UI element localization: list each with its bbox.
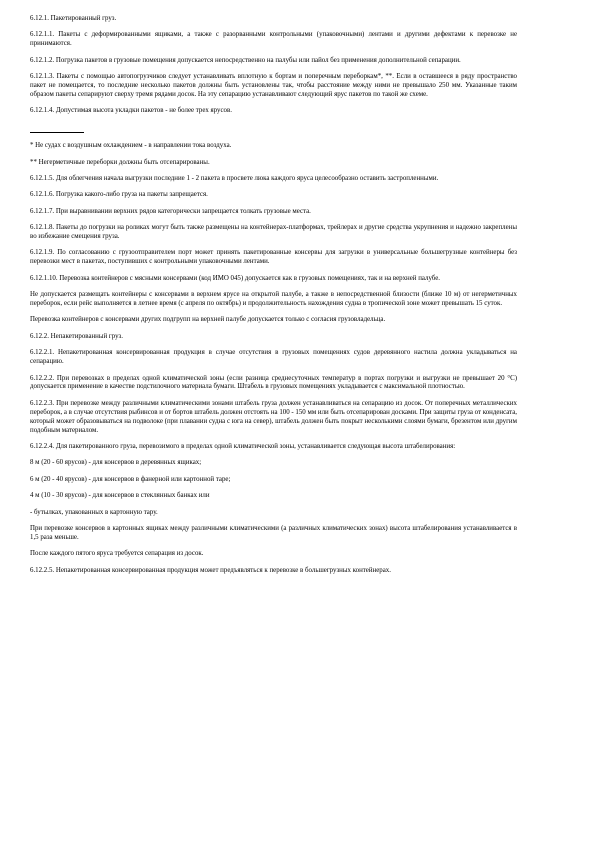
paragraph: 6.12.2.3. При перевозке между различными климатическими зонами штабель груза должен устанавливаться на сепарацию из досок. От поперечных металлических переборок, а в случае отсутствия рыбинсов и от бортов штабель должен отстоять на 100 - 150 мм или быть отсепарирован досками. При защиты груза от конденсата, который может образовываться на подволоке (при плавании судна с юга на север), штабель должен быть покрыт несколькими слоями бумаги, брезентом или другим подобным материалом. <box>30 399 517 434</box>
paragraph: 6.12.1.2. Погрузка пакетов в грузовые помещения допускается непосредственно на палубы или пайол без применения дополнительной сепарации. <box>30 56 461 64</box>
paragraph: После каждого пятого яруса требуется сепарация из досок. <box>30 550 204 558</box>
paragraph: Не допускается размещать контейнеры с консервами в верхнем ярусе на открытой палубе, а также в непосредственной близости (ближе 10 м) от негерметичных переборок, если рейс выполняется в летнее время (с апреля по октябрь) и продолжительность нахождения судна в тропической зоне может превышать 15 суток. <box>30 291 517 308</box>
list-item: - бутылках, упакованных в картонную тару. <box>30 508 158 516</box>
footnote: * Не судах с воздушным охлаждением - в направлении тока воздуха. <box>30 142 232 150</box>
paragraph: 6.12.1.10. Перевозка контейнеров с мясными консервами (код ИМО 045) допускается как в грузовых помещениях, так и на верхней палубе. <box>30 274 441 282</box>
paragraph: 6.12.1.8. Пакеты до погрузки на роликах могут быть также размещены на контейнерах-платформах, трейлерах и другие средства укрупнения и надежно закреплены во избежание смещения груза. <box>30 224 517 241</box>
footnote: ** Негерметичные переборки должны быть отсепарированы. <box>30 158 210 166</box>
paragraph: 6.12.2.1. Непакетированная консервированная продукция в случае отсутствия в грузовых помещениях судов деревянного настила должна укладываться на сепарацию. <box>30 349 517 366</box>
paragraph: 6.12.1.4. Допустимая высота укладки пакетов - не более трех ярусов. <box>30 107 232 115</box>
paragraph: 6.12.2.4. Для пакетированного груза, перевозимого в пределах одной климатической зоны, устанавливается следующая высота штабелирования: <box>30 443 456 451</box>
paragraph: 6.12.1. Пакетированный груз. <box>30 15 117 22</box>
paragraph: Перевозка контейнеров с консервами других подгрупп на верхней палубе допускается только с согласия грузовладельца. <box>30 316 386 324</box>
list-item: 6 м (20 - 40 ярусов) - для консервов в фанерной или картонной таре; <box>30 475 231 483</box>
paragraph: 6.12.2.2. При перевозках в пределах одной климатической зоны (если разница среднесуточных температур в портах погрузки и выгрузки не превышает 20 °С) допускается применение в качестве подстилочного материала бумаги. Штабель в грузовых помещениях укладывается с максимальной плотностью. <box>30 374 517 391</box>
paragraph: 6.12.1.7. При выравнивании верхних рядов категорически запрещается толкать грузовые места. <box>30 207 311 215</box>
paragraph: При перевозке консервов в картонных ящиках между различными климатическими (а различных климатических зонах) высота штабелирования устанавливается в 1,5 раза меньше. <box>30 524 517 541</box>
list-item: 8 м (20 - 60 ярусов) - для консервов в деревянных ящиках; <box>30 459 202 467</box>
paragraph: 6.12.1.1. Пакеты с деформированными ящиками, а также с разорванными контрольными (упаковочными) лентами и другими дефектами к перевозке не принимаются. <box>30 31 517 48</box>
paragraph: 6.12.1.9. По согласованию с грузоотправителем порт может принять пакетированные консервы для загрузки в универсальные большегрузные контейнеры без перевозки мест в пакетах, поступивших с контрольными упаковочными лентами. <box>30 249 517 266</box>
paragraph: 6.12.1.5. Для облегчения начала выгрузки последние 1 - 2 пакета в просвете люка каждого яруса целесообразно оставить застропленными. <box>30 175 439 183</box>
paragraph: 6.12.1.6. Погрузка какого-либо груза на пакеты запрещается. <box>30 191 208 199</box>
paragraph: 6.12.2.5. Непакетированная консервированная продукция может предъявляться к перевозке в большегрузных контейнерах. <box>30 566 391 574</box>
paragraph: 6.12.2. Непакетированный груз. <box>30 332 123 340</box>
list-item: 4 м (10 - 30 ярусов) - для консервов в стеклянных банках или <box>30 492 210 500</box>
footnote-divider <box>30 132 84 133</box>
paragraph: 6.12.1.3. Пакеты с помощью автопогрузчиков следует устанавливать вплотную к бортам и поперечным переборкам*, **. Если в оставшееся в ряду пространство пакет не помещается, то последние несколько пакетов должны быть установлены так, чтобы расстояние между ними не превышало 250 мм. Указанные таким образом пакеты сепарируют сверху тремя рядами досок. На эту сепарацию устанавливают следующий ярус пакетов по такой же схеме. <box>30 73 517 98</box>
